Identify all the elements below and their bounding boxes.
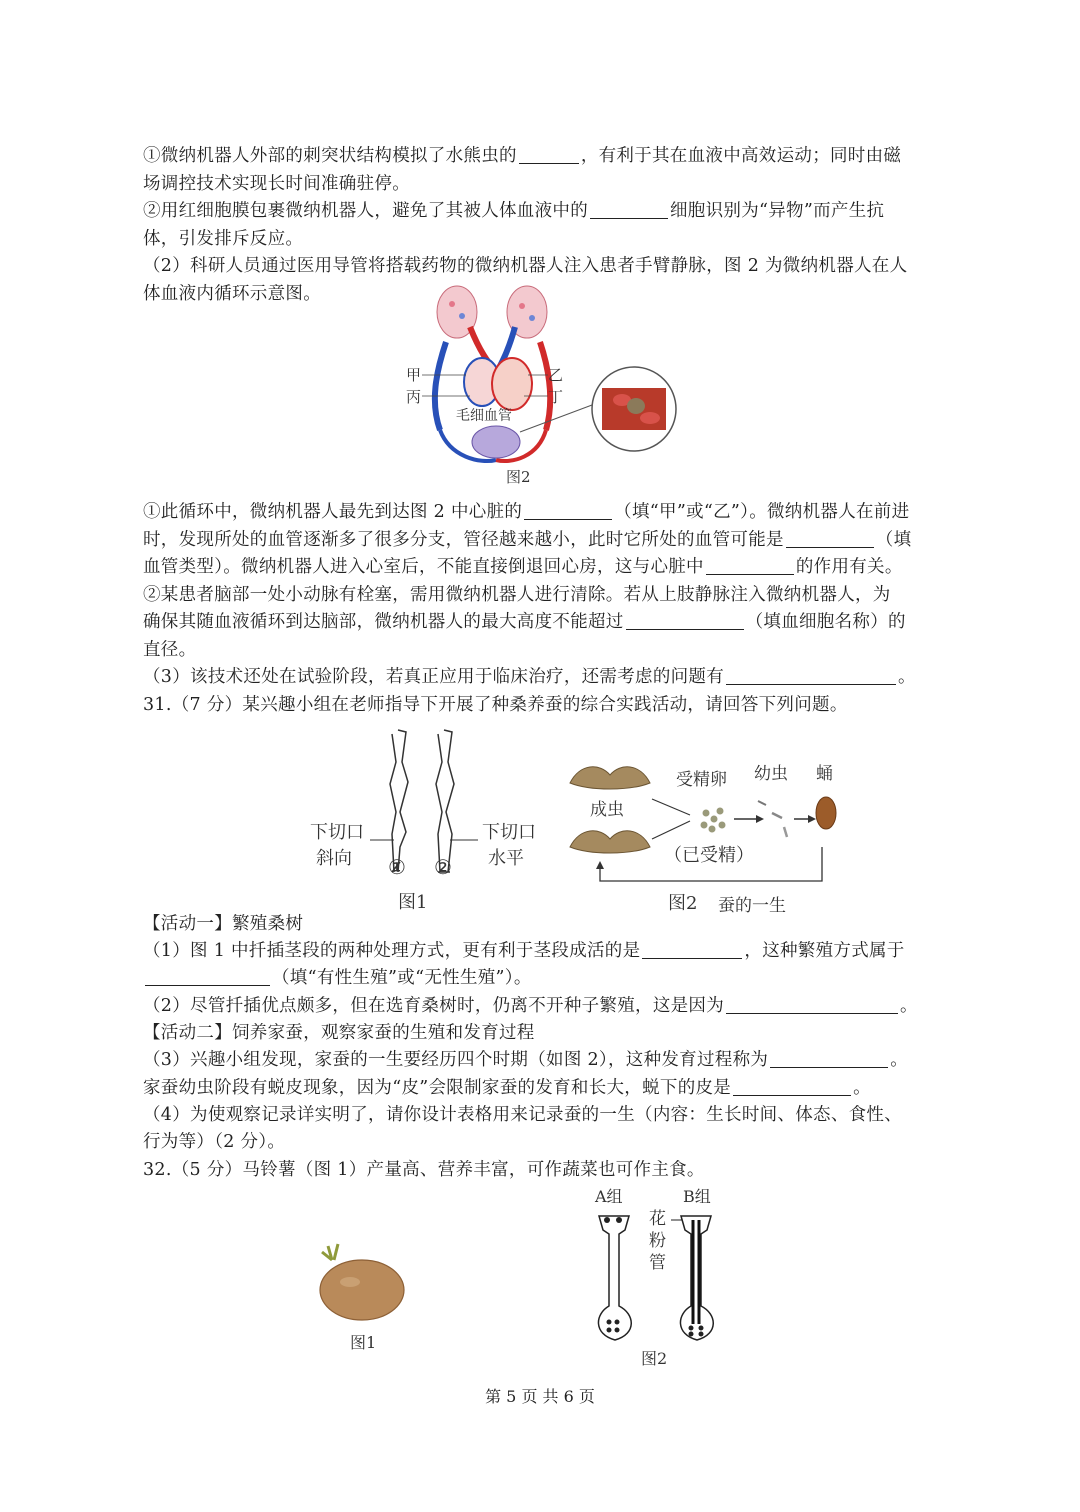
figure-caption: 图2 xyxy=(506,468,531,486)
q30-c2: 时，发现所处的血管逐渐多了很多分支，管径越来越小，此时它所处的血管可能是 （填 xyxy=(143,530,912,550)
q30-p1-line2: 场调控技术实现长时间准确驻停。 xyxy=(143,174,410,194)
figure-caption: 图2 xyxy=(668,893,698,914)
q31-activity2: 【活动二】饲养家蚕，观察家蚕的生殖和发育过程 xyxy=(143,1023,535,1043)
q30-c6: 直径。 xyxy=(143,640,197,660)
q30-sub3: （3）该技术还处在试验阶段，若真正应用于临床治疗，还需考虑的问题有 。 xyxy=(143,667,916,687)
answer-blank[interactable] xyxy=(726,995,898,1014)
cutting-1: ① xyxy=(388,855,406,879)
answer-blank[interactable] xyxy=(706,556,794,575)
figure-caption: 图1 xyxy=(350,1333,377,1352)
q31-a1-line2: （填“有性生殖”或“无性生殖”）。 xyxy=(143,965,943,992)
pollen-tube-figure xyxy=(585,1184,735,1374)
answer-blank[interactable] xyxy=(726,666,896,685)
cutting-2: ② xyxy=(434,855,452,879)
potato-figure xyxy=(300,1236,420,1356)
label-guan: 管 xyxy=(649,1253,666,1273)
label-jia: 甲 xyxy=(406,366,422,384)
q30-p2-line1: ②用红细胞膜包裹微纳机器人，避免了其被人体血液中的 细胞识别为“异物”而产生抗 xyxy=(143,201,885,221)
q30-c1: ①此循环中，微纳机器人最先到达图 2 中心脏的 （填“甲”或“乙”）。微纳机器人在前进 xyxy=(143,502,910,522)
answer-blank[interactable] xyxy=(770,1049,888,1068)
label-capillary: 毛细血管 xyxy=(456,408,512,424)
answer-blank[interactable] xyxy=(590,200,668,219)
left-cut-label1: 下切口 xyxy=(310,822,364,843)
answer-blank[interactable] xyxy=(626,611,744,630)
q31-a4-line1: （4）为使观察记录详实明了，请你设计表格用来记录蚕的一生（内容：生长时间、体态、食性、 xyxy=(143,1105,903,1125)
q31-a1-line1: （1）图 1 中扦插茎段的两种处理方式，更有利于茎段成活的是 ，这种繁殖方式属于 xyxy=(143,941,905,961)
answer-blank[interactable] xyxy=(145,967,270,986)
label-hua: 花 xyxy=(649,1209,666,1229)
answer-blank[interactable] xyxy=(642,940,742,959)
right-cut-label1: 下切口 xyxy=(482,822,536,843)
stage-pupa: 蛹 xyxy=(816,764,833,784)
answer-blank[interactable] xyxy=(786,529,874,548)
q32-title: 32.（5 分）马铃薯（图 1）产量高、营养丰富，可作蔬菜也可作主食。 xyxy=(143,1160,705,1180)
figure-caption: 图1 xyxy=(398,892,428,913)
q31-a3-line2: 家蚕幼虫阶段有蜕皮现象，因为“皮”会限制家蚕的发育和长大，蜕下的皮是 。 xyxy=(143,1078,871,1098)
cutting-figure xyxy=(300,722,560,918)
label-bing: 丙 xyxy=(406,388,422,406)
q30-sub2-line2: 体血液内循环示意图。 xyxy=(143,284,321,304)
stage-larva: 幼虫 xyxy=(754,764,788,784)
answer-blank[interactable] xyxy=(519,145,579,164)
q30-c3: 血管类型）。微纳机器人进入心室后，不能直接倒退回心房，这与心脏中 的作用有关。 xyxy=(143,557,903,577)
group-b-label: B组 xyxy=(683,1187,711,1206)
stage-adult: 成虫 xyxy=(590,800,624,820)
figure-caption: 图2 xyxy=(641,1349,668,1368)
right-cut-label2: 水平 xyxy=(488,848,524,869)
q31-a4-line2: 行为等）（2 分）。 xyxy=(143,1132,286,1152)
fertilized-note: （已受精） xyxy=(664,845,754,866)
figure-subcaption: 蚕的一生 xyxy=(718,896,786,916)
left-cut-label2: 斜向 xyxy=(316,848,352,869)
q30-p2-line2: 体，引发排斥反应。 xyxy=(143,229,304,249)
circulation-figure xyxy=(400,282,690,492)
silkworm-lifecycle-figure xyxy=(560,755,850,920)
stage-egg: 受精卵 xyxy=(676,770,727,790)
q31-a3-line1: （3）兴趣小组发现，家蚕的一生要经历四个时期（如图 2），这种发育过程称为 。 xyxy=(143,1050,908,1070)
q30-p1-line1: ①微纳机器人外部的刺突状结构模拟了水熊虫的 ，有利于其在血液中高效运动；同时由磁 xyxy=(143,146,902,166)
label-ding: 丁 xyxy=(548,388,564,406)
page-footer: 第 5 页 共 6 页 xyxy=(485,1387,595,1406)
q31-activity1: 【活动一】繁殖桑树 xyxy=(143,914,304,934)
q31-a2: （2）尽管扦插优点颇多，但在选育桑树时，仍离不开种子繁殖，这是因为 。 xyxy=(143,996,918,1016)
answer-blank[interactable] xyxy=(524,501,612,520)
label-yi: 乙 xyxy=(548,366,564,384)
q31-title: 31.（7 分）某兴趣小组在老师指导下开展了种桑养蚕的综合实践活动，请回答下列问题。 xyxy=(143,695,848,715)
q30-sub2-line1: （2）科研人员通过医用导管将搭载药物的微纳机器人注入患者手臂静脉，图 2 为微纳机器人在人 xyxy=(143,256,908,276)
answer-blank[interactable] xyxy=(733,1077,851,1096)
q30-c4: ②某患者脑部一处小动脉有栓塞，需用微纳机器人进行清除。若从上肢静脉注入微纳机器人，为 xyxy=(143,585,891,605)
group-a-label: A组 xyxy=(595,1187,623,1206)
label-fen: 粉 xyxy=(649,1231,666,1251)
q30-c5: 确保其随血液循环到达脑部，微纳机器人的最大高度不能超过 （填血细胞名称）的 xyxy=(143,612,906,632)
